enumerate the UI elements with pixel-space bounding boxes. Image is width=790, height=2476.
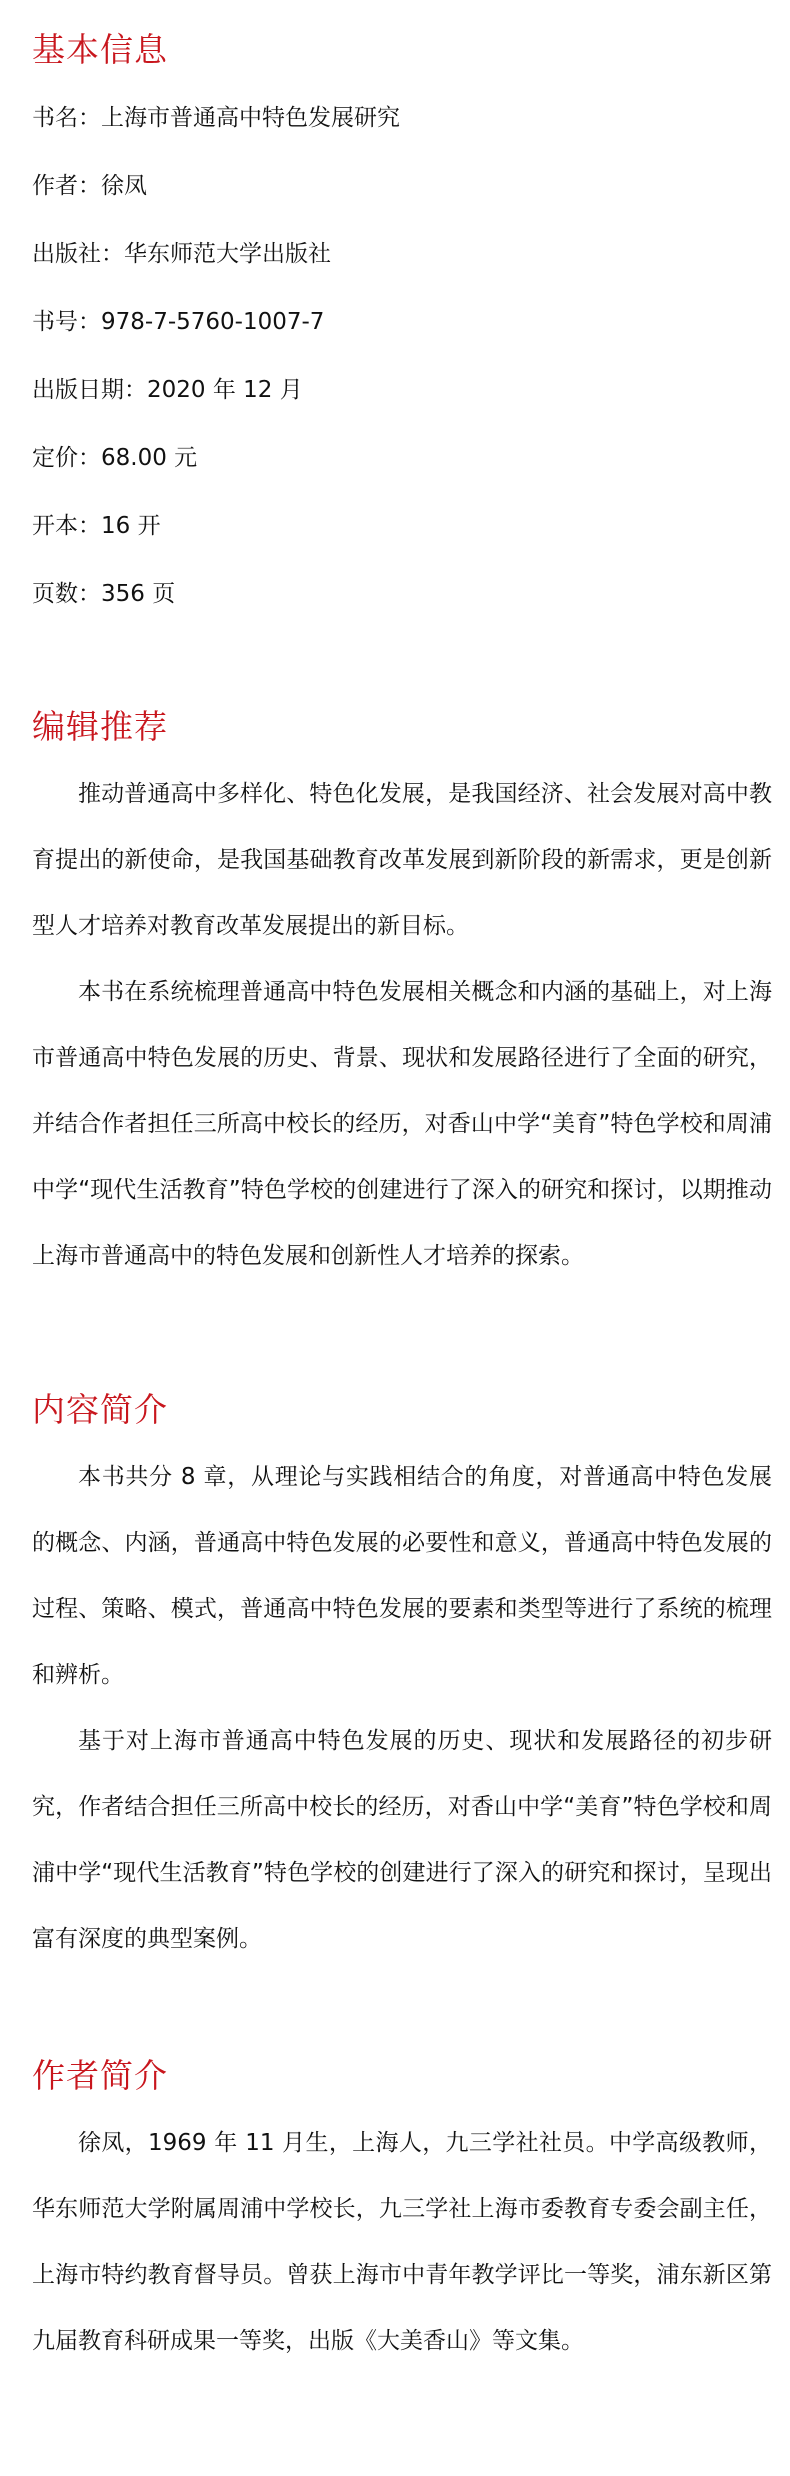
price-line: 定价：68.00 元 — [32, 445, 198, 471]
author-intro-title: 作者简介 — [32, 2056, 168, 2095]
basic-info-title: 基本信息 — [32, 30, 168, 69]
content-intro-section — [32, 1390, 772, 1972]
basic-info-list — [32, 70, 772, 670]
content-intro-title: 内容简介 — [32, 1390, 168, 1429]
editor-paragraph-1: 推动普通高中多样化、特色化发展，是我国经济、社会发展对高中教育提出的新使命，是我国基础教育改革发展到新阶段的新需求，更是创新型人才培养对教育改革发展提出的新目标。 — [32, 781, 772, 939]
author-intro-section — [32, 2056, 772, 2374]
editor-recommendation-section — [32, 707, 772, 1289]
author-line: 作者：徐凤 — [32, 173, 147, 199]
editor-recommendation-title: 编辑推荐 — [32, 707, 168, 746]
format-line: 开本：16 开 — [32, 513, 161, 539]
publisher-line: 出版社：华东师范大学出版社 — [32, 241, 331, 267]
book-name-line: 书名：上海市普通高中特色发展研究 — [32, 105, 400, 131]
pages-line: 页数：356 页 — [32, 581, 176, 607]
intro-paragraph-1: 本书共分 8 章，从理论与实践相结合的角度，对普通高中特色发展的概念、内涵，普通高中特色发展的必要性和意义，普通高中特色发展的过程、策略、模式，普通高中特色发展的要素和类型等进行了系统的梳理和辨析。 — [32, 1464, 772, 1688]
publish-date-line: 出版日期：2020 年 12 月 — [32, 377, 303, 403]
editor-paragraph-2: 本书在系统梳理普通高中特色发展相关概念和内涵的基础上，对上海市普通高中特色发展的历史、背景、现状和发展路径进行了全面的研究，并结合作者担任三所高中校长的经历，对香山中学“美育”特色学校和周浦中学“现代生活教育”特色学校的创建进行了深入的研究和探讨，以期推动上海市普通高中的特色发展和创新性人才培养的探索。 — [32, 979, 772, 1269]
author-paragraph-1: 徐凤，1969 年 11 月生，上海人，九三学社社员。中学高级教师，华东师范大学附属周浦中学校长，九三学社上海市委教育专委会副主任，上海市特约教育督导员。曾获上海市中青年教学评比一等奖，浦东新区第九届教育科研成果一等奖，出版《大美香山》等文集。 — [32, 2130, 772, 2354]
editor-recommendation-body — [32, 761, 772, 1289]
author-intro-body — [32, 2110, 772, 2374]
intro-paragraph-2: 基于对上海市普通高中特色发展的历史、现状和发展路径的初步研究，作者结合担任三所高中校长的经历，对香山中学“美育”特色学校和周浦中学“现代生活教育”特色学校的创建进行了深入的研究和探讨，呈现出富有深度的典型案例。 — [32, 1728, 772, 1952]
content-intro-body — [32, 1444, 772, 1972]
basic-info-section — [32, 30, 772, 670]
isbn-line: 书号：978-7-5760-1007-7 — [32, 309, 325, 335]
